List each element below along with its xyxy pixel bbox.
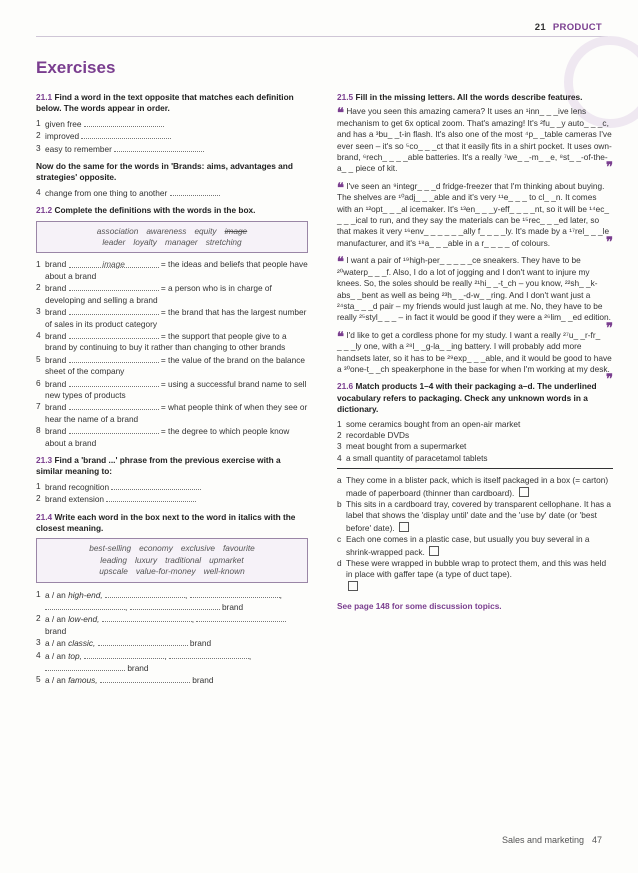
answer-item: a They come in a blister pack, which is itself packaged in a box (= carton) made of paperboard (thinner than cardboard). [337,475,609,498]
list-item: 1 some ceramics bought from an open-air market [337,418,521,429]
open-quote-icon: ❝ [337,254,344,270]
exercise-21-4-title: 21.4 Write each word in the box next to the word in italics with the closest meaning. [36,511,296,533]
open-quote-icon: ❝ [337,328,344,344]
list-item: 2 improved [36,130,308,142]
word-box-21-4: best-selling economy exclusive favourite leading luxury traditional upmarket upscale value-for-money well-known [36,538,308,582]
exercise-21-5-title: 21.5 Fill in the missing letters. All the words describe features. [337,92,583,102]
list-item: 5 a / an famous, brand [36,674,214,686]
definition-item: 2 brand = a person who is in charge of developing and selling a brand [36,282,272,305]
list-item: 3 meat bought from a supermarket [337,441,467,452]
open-quote-icon: ❝ [337,105,344,121]
open-quote-icon: ❝ [337,179,344,195]
right-column [337,92,613,613]
text-paragraph: ❝ I want a pair of ¹⁹high-per_ _ _ _ _ce sneakers. They have to be ²⁰waterp_ _ _f. Also, I do a lot of jogging and I don't want to injure my knees. So, the soles should be really ²¹hi_ _-t_ch – you know, ²²sh_ _k-abs_ _bent as well as being ²³h_ _-d-w_ _ring. And I don't want just a ²⁴sta_ _ _d pair – my friends would just laugh at me. No, they have to be really ²⁵styl_ _ _ – in fact it would be good if they were a ²⁶lim_ _ed edition. ❞ [337,254,613,335]
list-item: 4 change from one thing to another [36,187,308,199]
definition-item: 1 brand image = the ideas and beliefs that people have about a brand [36,259,308,281]
exercise-21-3-title: 21.3 Find a 'brand ...' phrase from the previous exercise with a similar meaning to: [36,454,281,477]
answer-checkbox[interactable] [348,581,358,591]
text-paragraph: ❝ I'd like to get a cordless phone for my study. I want a really ²⁷u_ _r-fr_ _ _ _ly one, with a ²⁸l_ _g-la_ _ing battery. I will probably add more handsets later, so it has to be ²⁹exp_ _ _able, and it would be good to have a ³⁰one-t_ _ch speakerphone in the base for when I'm working at my desk. ❞ [337,328,613,387]
header-rule [36,36,608,37]
answer-checkbox[interactable] [519,487,529,497]
definition-item: 8 brand = the degree to which people know about a brand [36,425,290,448]
list-item: 3 easy to remember [36,143,308,155]
list-item: 1 given free [36,118,308,130]
list-item: 4 a / an top, , , brand [36,649,252,674]
see-page-note: See page 148 for some discussion topics. [337,601,502,612]
divider [337,468,613,469]
word-box-21-2: association awareness equity image leader loyalty manager stretching [36,221,308,254]
answer-checkbox[interactable] [429,546,439,556]
close-quote-icon: ❞ [606,319,613,335]
close-quote-icon: ❞ [606,159,613,175]
list-item: 4 a small quantity of paracetamol tablets [337,452,488,463]
list-item: 1 brand recognition [36,481,308,493]
text-paragraph: ❝ I've seen an ⁹integr_ _ _d fridge-freezer that I'm thinking about buying. The shelves are ¹⁰adj_ _ _able and it's very ¹¹e_ _ _ to cl_ _n. It comes with an ¹²opt_ _ _al icemaker. It's ¹³en_ _ _y-eff_ _ _ _nt, so it will be ¹⁴ec_ _ _ _ical to run, and they say the materials can be ¹⁵rec_ _ _ed later, so that makes it very ¹⁶env_ _ _ _ _ _ally f_ _ _ _ly. It's made by a ¹⁷rel_ _ _le manufacturer, and it's ¹⁸a_ _ _able in a r_ _ _ _ of colours. ❞ [337,179,613,249]
list-item: 2 brand extension [36,493,308,505]
definition-item: 5 brand = the value of the brand on the balance sheet of the company [36,353,306,377]
unit-title: PRODUCT [552,22,602,33]
footer-section: Sales and marketing [501,835,584,845]
answer-checkbox[interactable] [399,522,409,532]
unit-header [535,22,602,33]
page-title: Exercises [36,58,116,77]
definition-item: 3 brand = the brand that has the largest number of sales in its product category [36,306,307,329]
page-number: 47 [591,835,602,845]
exercise-21-1-title: 21.1 Find a word in the text opposite that matches each definition below. The words appear in order. [36,92,294,114]
close-quote-icon: ❞ [606,371,613,387]
list-item: 2 recordable DVDs [337,429,410,440]
list-item: 2 a / an low-end, , brand [36,613,308,637]
definition-item: 7 brand = what people think of when they see or hear the name of a brand [36,401,308,424]
unit-number: 21 [534,22,546,33]
page-footer [502,835,602,845]
definition-item: 4 brand = the support that people give to a brand by continuing to buy it rather than changing to other brands [36,329,287,353]
exercise-21-1-instruction2: Now do the same for the words in 'Brands: aims, advantages and strategies' opposite. [36,161,293,183]
text-paragraph: ❝ Have you seen this amazing camera? It uses an ¹inn_ _ _ive lens mechanism to get 6x optical zoom. That's amazing! It's ²fu_ _y auto_ _ _c, and has a ³bu_ _t-in flash. It's also one of the most ⁴p_ _table cameras I've ever seen – it's so ⁵co_ _ _ct that it easily fits in a shirt pocket. It uses own-brand, ⁶rech_ _ _ _able batteries. It's a really ⁷we_ _-m_ _e, ⁸st_ _-of-the-a_ _ piece of kit. ❞ [337,105,613,175]
answer-item: b This sits in a cardboard tray, covered by transparent cellophane. It has a label that shows the 'display until' date and the 'use by' date (or 'best before' date). [337,499,612,533]
list-item: 1 a / an high-end, , , , brand [36,588,282,613]
left-column [36,92,308,687]
exercise-21-2-title: 21.2 Complete the definitions with the words in the box. [36,205,256,216]
list-item: 3 a / an classic, brand [36,637,212,649]
definition-item: 6 brand = using a successful brand name to sell new types of products [36,377,307,400]
exercise-21-6-title: 21.6 Match products 1–4 with their packaging a–d. The underlined vocabulary refers to packaging. Check any unknown words in a dictionary. [337,381,597,415]
close-quote-icon: ❞ [606,233,613,249]
answer-item: c Each one comes in a plastic case, but usually you buy several in a shrink-wrapped pack. [337,534,590,557]
answer-item: d These were wrapped in bubble wrap to protect them, and this was held in place with gaffer tape (a type of duct tape). [337,558,613,593]
